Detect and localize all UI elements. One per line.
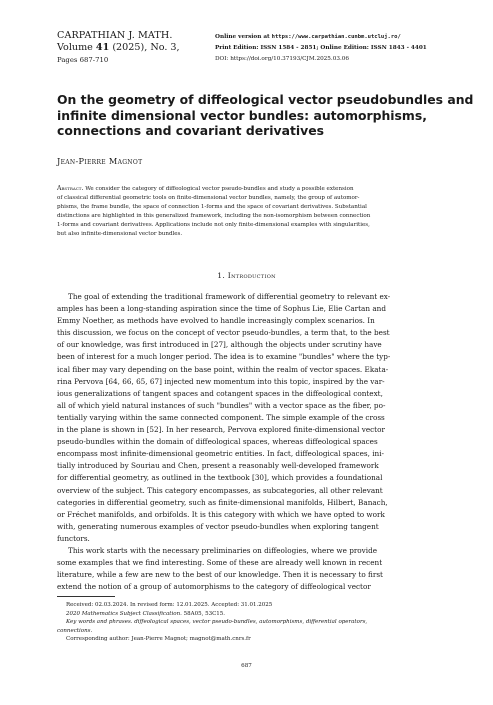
body-line: ious generalizations of tangent spaces and cotangent spaces in the diffeological context, — [57, 388, 383, 398]
volume-info: Volume 41 (2025), No. 3, — [57, 42, 180, 53]
body-line: tentially varying within the same connected component. The simple example of the cross — [57, 412, 385, 422]
page-range: Pages 687-710 — [57, 56, 109, 64]
body-line: This work starts with the necessary preliminaries on diffeologies, where we provide — [68, 545, 378, 555]
body-line: ical fiber may vary depending on the base point, within the realm of vector spaces. Ekata- — [57, 364, 389, 374]
journal-name: CARPATHIAN J. MATH. — [57, 30, 173, 41]
volume-number: 41 — [95, 42, 110, 53]
abstract — [57, 185, 449, 238]
msc-classification: 2020 Mathematics Subject Classification. 58A05, 53C15. — [66, 610, 226, 617]
journal-header — [57, 30, 207, 65]
publication-info — [215, 32, 460, 65]
keywords-continued: connections. — [57, 627, 93, 634]
section-title: Introduction — [227, 271, 276, 280]
body-line: overview of the subject. This category encompasses, as subcategories, all other relevant — [57, 485, 383, 495]
section-heading — [0, 271, 493, 280]
journal-url-link[interactable]: https://www.carpathian.cunbm.utcluj.ro/ — [271, 34, 401, 40]
body-line: for differential geometry, as outlined in the textbook [30], which provides a foundational — [57, 473, 383, 483]
body-line: rina Pervova [64, 66, 65, 67] injected new momentum into this topic, inspired by the var- — [57, 376, 385, 386]
abstract-line: phisms, the frame bundle, the space of connection 1-forms and the space of covariant derivatives. Substantial — [57, 203, 367, 210]
online-version: Online version at https://www.carpathian.cunbm.utcluj.ro/ — [215, 34, 401, 40]
author-name: Jean-Pierre Magnot — [57, 156, 143, 166]
corresponding-author: Corresponding author: Jean-Pierre Magnot; magnot@math.cnrs.fr — [66, 636, 251, 643]
body-line: tially introduced by Souriau and Chen, present a reasonably well-developed framework — [57, 461, 379, 471]
title-line: On the geometry of diffeological vector pseudobundles and — [57, 92, 474, 107]
body-line: or Fréchet manifolds, and orbifolds. It is this category with which we have opted to work — [57, 509, 385, 519]
title-line: connections and covariant derivatives — [57, 123, 324, 138]
body-line: of our knowledge, was first introduced in [27], although the objects under scrutiny have — [57, 340, 382, 350]
abstract-line: Abstract. We consider the category of diffeological vector pseudo-bundles and study a possible extension — [57, 185, 354, 192]
footnotes — [57, 601, 449, 644]
body-line: this discussion, we focus on the concept of vector pseudo-bundles, a term that, to the best — [57, 328, 390, 338]
abstract-heading: Abstract. — [57, 185, 84, 192]
page-number: 687 — [241, 663, 252, 669]
issn-line: Print Edition: ISSN 1584 - 2851; Online Edition: ISSN 1843 - 4401 — [215, 45, 427, 51]
introduction-body — [57, 291, 449, 593]
doi-link[interactable]: DOI: https://doi.org/10.37193/CJM.2025.03.06 — [215, 56, 350, 62]
abstract-line: but also infinite-dimensional vector bundles. — [57, 230, 183, 237]
body-line: amples has been a long-standing aspiration since the time of Sophus Lie, Elie Cartan and — [57, 304, 386, 314]
body-line: been of interest for a much longer period. The idea is to examine "bundles" where the typ- — [57, 352, 391, 362]
footnote-divider — [57, 596, 115, 597]
paper-title — [57, 92, 474, 139]
abstract-line: distinctions are highlighted in this generalized framework, including the non-isomorphism between connection — [57, 212, 371, 219]
received-dates: Received: 02.03.2024. In revised form: 12.01.2025. Accepted: 31.01.2025 — [66, 602, 273, 608]
body-line: pseudo-bundles within the domain of diffeological spaces, whereas diffeological spaces — [57, 437, 378, 447]
body-line: categories in differential geometry, such as finite-dimensional manifolds, Hilbert, Banach, — [57, 497, 388, 507]
body-line: with, generating numerous examples of vector pseudo-bundles when exploring tangent — [57, 521, 379, 531]
title-line: infinite dimensional vector bundles: automorphisms, — [57, 107, 427, 123]
body-line: The goal of extending the traditional framework of differential geometry to relevant ex- — [68, 292, 391, 301]
section-number: 1. — [217, 271, 226, 280]
body-line: some examples that we find interesting. Some of these are already well known in recent — [57, 558, 383, 568]
body-line: Emmy Noether, as methods have evolved to handle increasingly complex scenarios. In — [57, 316, 375, 326]
abstract-line: 1-forms and covariant derivatives. Applications include not only finite-dimensional examples with singularities, — [57, 221, 370, 228]
body-line: functors. — [57, 533, 90, 543]
body-line: extend the notion of a group of automorphisms to the category of diffeological vector — [57, 582, 371, 592]
keywords: Key words and phrases. diffeological spaces, vector pseudo-bundles, automorphisms, differential operators, — [66, 619, 368, 626]
abstract-line: of classical differential geometric tools on finite-dimensional vector bundles, namely, the group of automor- — [57, 194, 360, 201]
body-line: in the plane is shown in [52]. In her research, Pervova explored finite-dimensional vector — [57, 425, 385, 435]
body-line: all of which yield natural instances of such "bundles" with a vector space as the fiber, po- — [57, 400, 386, 410]
body-line: encompass most infinite-dimensional geometric entities. In fact, diffeological spaces, ini- — [57, 449, 384, 459]
body-line: literature, while a few are new to the best of our knowledge. Then it is necessary to first — [57, 570, 383, 580]
